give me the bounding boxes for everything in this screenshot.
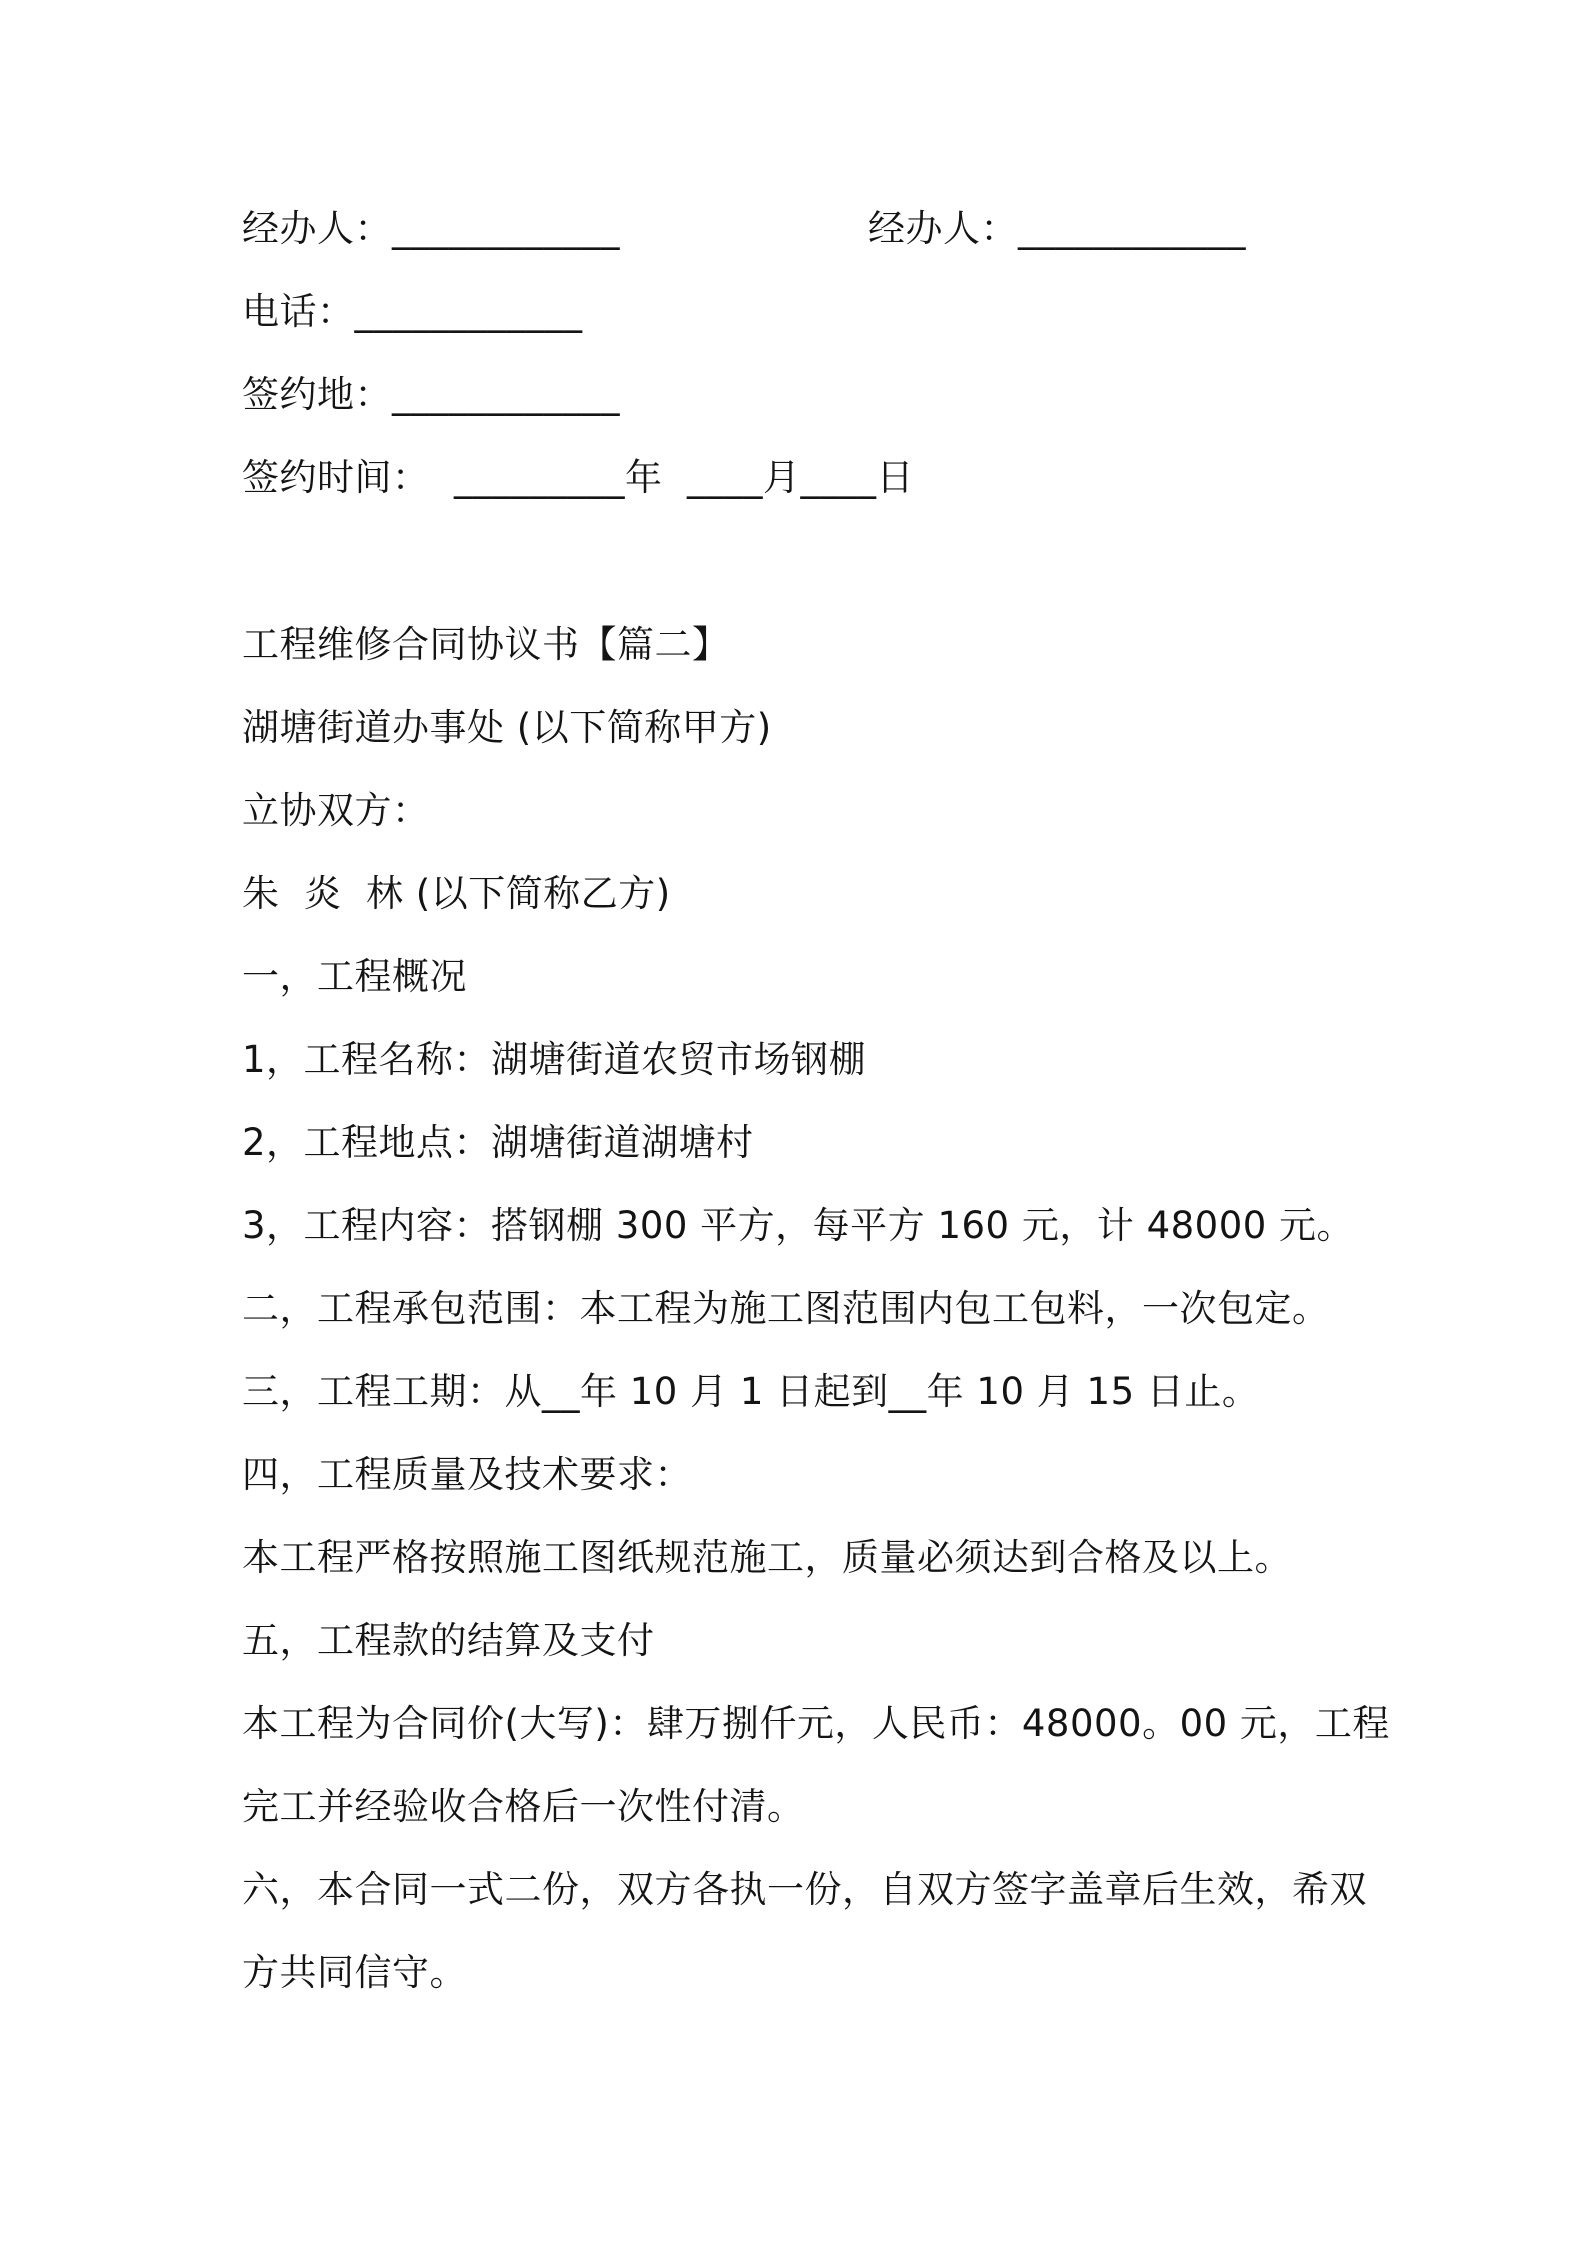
document-title: 工程维修合同协议书【篇二】	[242, 623, 730, 666]
sign-time-line: 签约时间： _________年 ____月____日	[242, 456, 915, 499]
party-b-line: 朱 炎 林 (以下简称乙方)	[242, 872, 671, 915]
handler-a-line: 经办人：____________	[242, 207, 620, 250]
party-a-line: 湖塘街道办事处 (以下简称甲方)	[242, 706, 772, 749]
section-line: 二，工程承包范围：本工程为施工图范围内包工包料，一次包定。	[242, 1287, 1330, 1330]
handler-b-line: 经办人：____________	[868, 207, 1246, 250]
section-line: 3，工程内容：搭钢棚 300 平方，每平方 160 元，计 48000 元。	[242, 1204, 1355, 1247]
section-line: 一，工程概况	[242, 955, 467, 998]
section-line: 六，本合同一式二份，双方各执一份，自双方签字盖章后生效，希双	[242, 1868, 1367, 1911]
section-line: 完工并经验收合格后一次性付清。	[242, 1785, 805, 1828]
sign-place-line: 签约地：____________	[242, 373, 620, 416]
section-line: 五，工程款的结算及支付	[242, 1619, 655, 1662]
section-line: 三，工程工期：从__年 10 月 1 日起到__年 10 月 15 日止。	[242, 1370, 1260, 1413]
section-line: 四，工程质量及技术要求：	[242, 1453, 692, 1496]
section-line: 本工程严格按照施工图纸规范施工，质量必须达到合格及以上。	[242, 1536, 1292, 1579]
parties-label: 立协双方：	[242, 789, 430, 832]
section-line: 本工程为合同价(大写)：肆万捌仟元，人民币：48000。00 元，工程	[242, 1702, 1390, 1745]
section-line: 1，工程名称：湖塘街道农贸市场钢棚	[242, 1038, 867, 1081]
section-line: 方共同信守。	[242, 1951, 467, 1994]
phone-line: 电话：____________	[242, 290, 583, 333]
section-line: 2，工程地点：湖塘街道湖塘村	[242, 1121, 754, 1164]
